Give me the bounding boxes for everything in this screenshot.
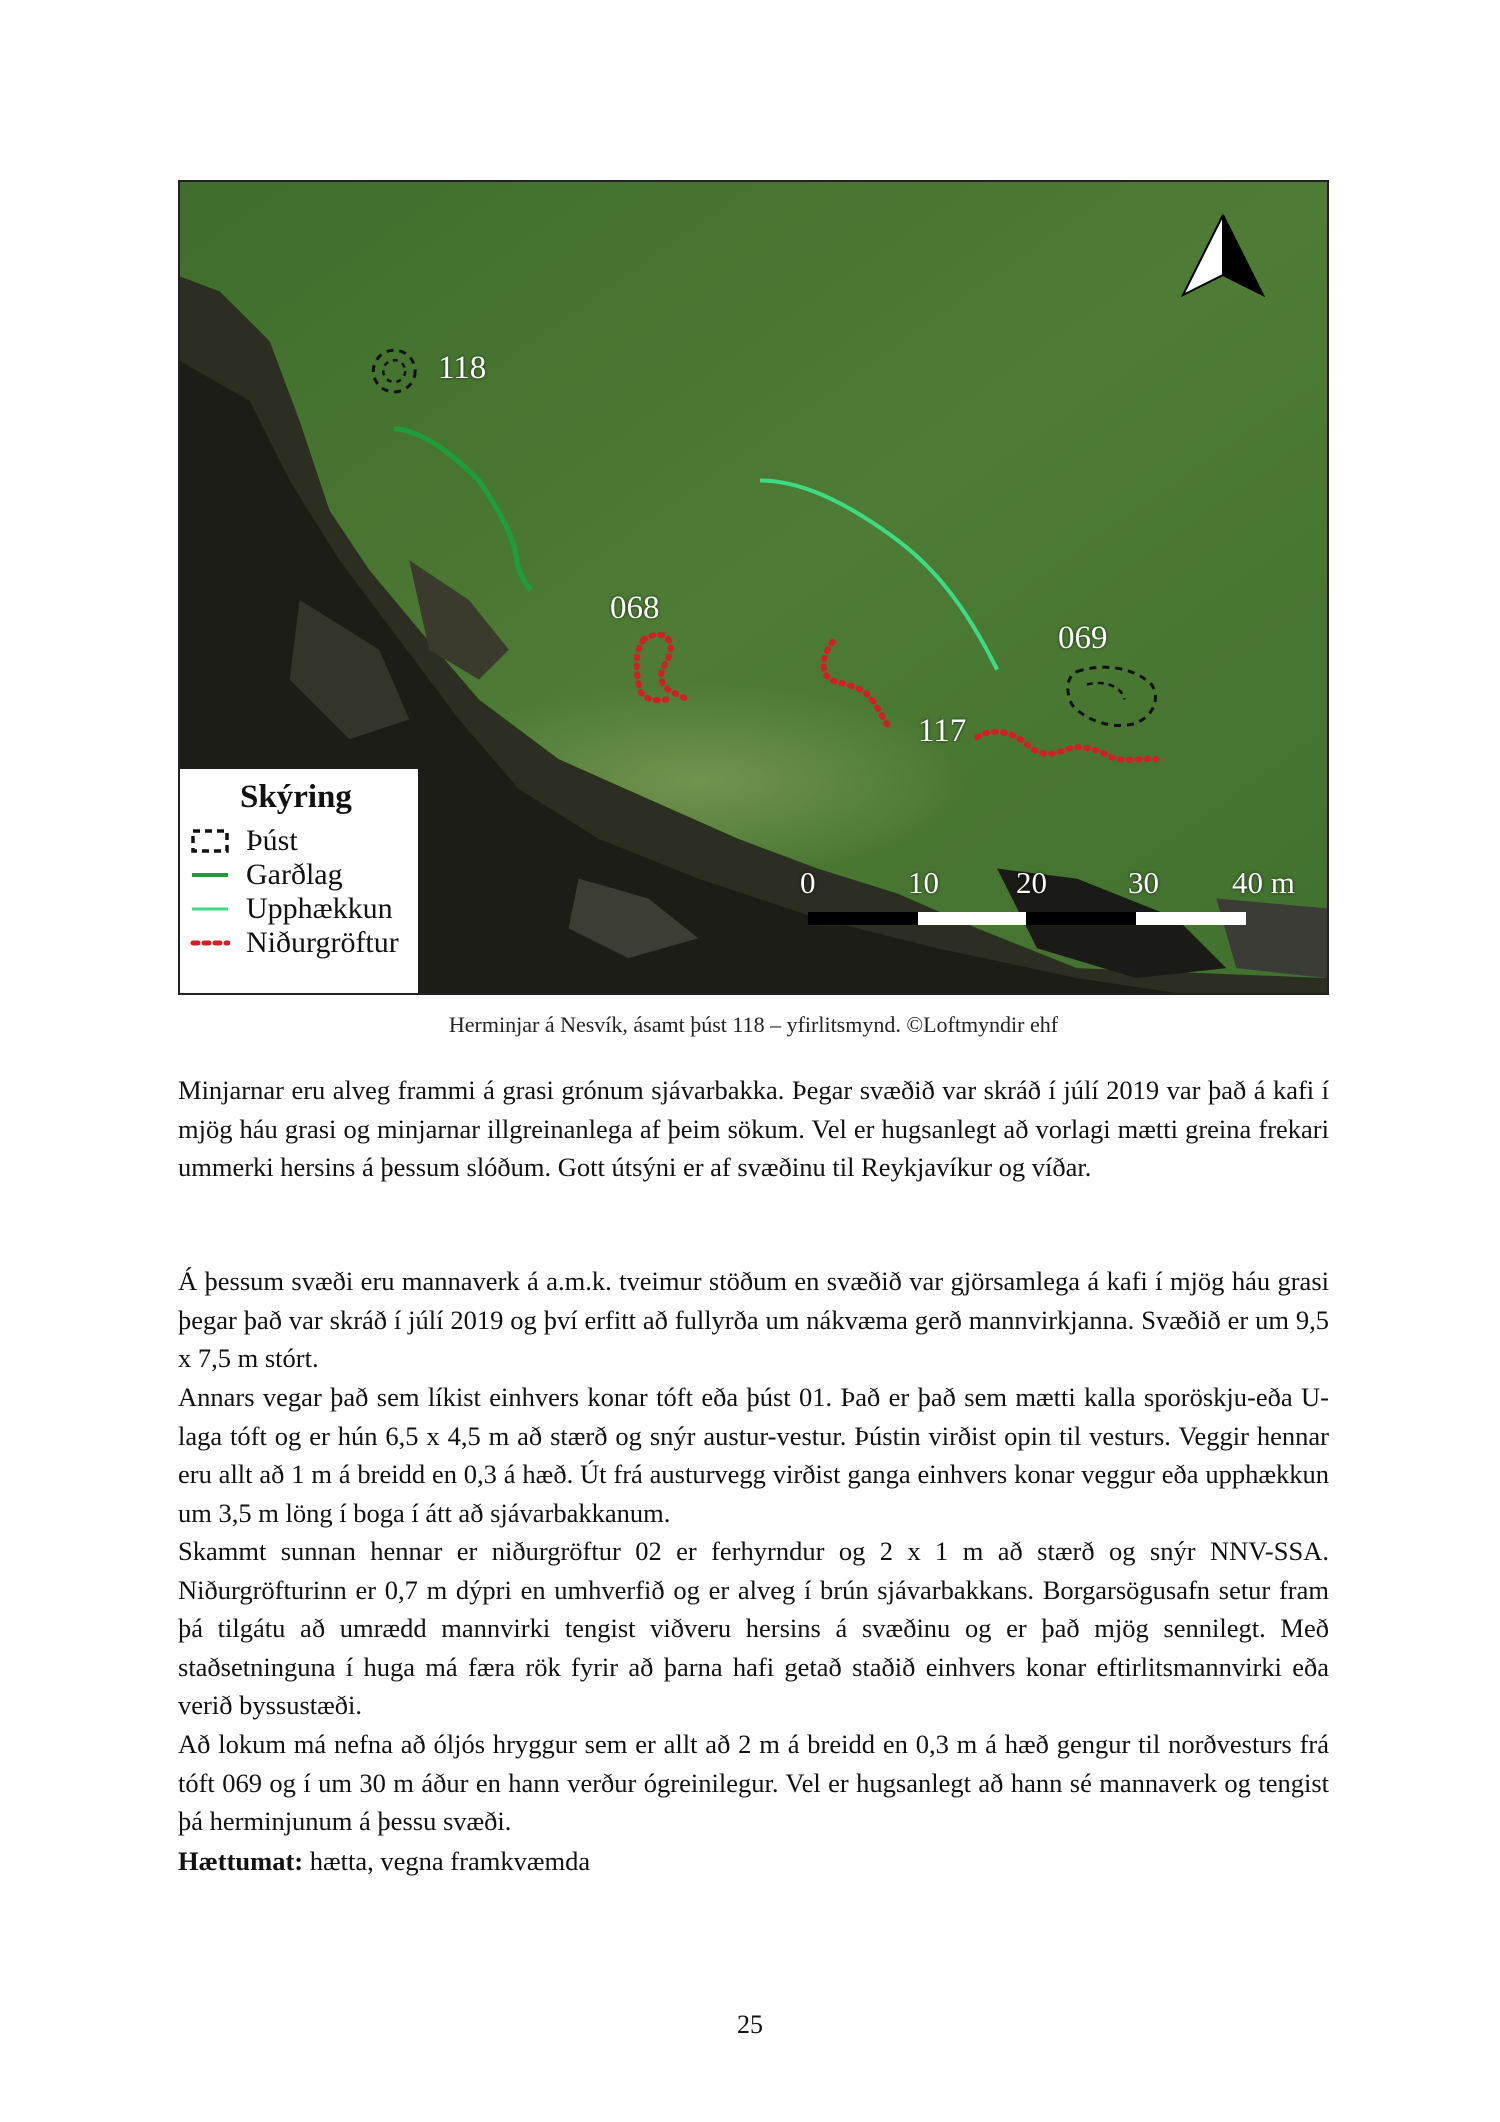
scale-segment bbox=[1026, 912, 1136, 925]
paragraph-3: Annars vegar það sem líkist einhvers konar tóft eða þúst 01. Það er það sem mætti kalla sporöskju-eða U-laga tóft og er hún 6,5 x 4,5 m að stærð og snýr austur-vestur. Þústin virðist opin til vesturs. Veggir hennar eru allt að 1 m á breidd en 0,3 á hæð. Út frá austurvegg virðist ganga einhvers konar veggur eða upphækkun um 3,5 m löng í boga í átt að sjávarbakkanum. bbox=[178, 1382, 1329, 1528]
line-dark-green-icon bbox=[190, 858, 240, 892]
scale-label-40: 40 m bbox=[1232, 865, 1295, 900]
legend-label: Þúst bbox=[246, 824, 298, 857]
risk-assessment bbox=[178, 1842, 590, 1880]
dashed-square-icon bbox=[190, 824, 240, 858]
north-arrow-icon bbox=[1178, 210, 1268, 300]
risk-label: Hættumat: bbox=[178, 1846, 304, 1876]
site-label-068: 068 bbox=[610, 590, 660, 626]
site-label-118: 118 bbox=[438, 350, 487, 386]
legend-label: Upphækkun bbox=[246, 892, 393, 925]
paragraph-2: Á þessum svæði eru mannaverk á a.m.k. tveimur stöðum en svæðið var gjörsamlega á kafi í mjög háu grasi þegar það var skráð í júlí 2019 og því erfitt að fullyrða um nákvæma gerð mannvirkjanna. Svæðið er um 9,5 x 7,5 m stórt. bbox=[178, 1266, 1329, 1373]
map-legend bbox=[180, 769, 418, 995]
scale-label-30: 30 bbox=[1128, 865, 1159, 900]
scale-segment bbox=[1136, 912, 1246, 925]
scale-label-10: 10 bbox=[908, 865, 939, 900]
site-label-069: 069 bbox=[1058, 620, 1108, 656]
legend-label: Garðlag bbox=[246, 858, 343, 891]
legend-title: Skýring bbox=[240, 779, 352, 815]
paragraph-5: Að lokum má nefna að óljós hryggur sem er allt að 2 m á breidd en 0,3 m á hæð gengur til norðvesturs frá tóft 069 og í um 30 m áður en hann verður ógreinilegur. Vel er hugsanlegt að hann sé mannaverk og tengist þá herminjunum á þessu svæði. bbox=[178, 1729, 1329, 1836]
paragraph-4: Skammt sunnan hennar er niðurgröftur 02 er ferhyrndur og 2 x 1 m að stærð og snýr NNV-SSA. Niðurgröfturinn er 0,7 m dýpri en umhverfið og er alveg í brún sjávarbakkans. Borgarsögusafn setur fram þá tilgátu að umrædd mannvirki tengist viðveru hersins á svæðinu og er það mjög sennilegt. Með staðsetninguna í huga má færa rök fyrir að þarna hafi getað staðið einhvers konar eftirlitsmannvirki eða verið byssustæði. bbox=[178, 1536, 1329, 1720]
risk-value: hætta, vegna framkvæmda bbox=[303, 1846, 591, 1876]
legend-item-nidurgroftur bbox=[190, 926, 418, 960]
line-light-green-icon bbox=[190, 892, 240, 926]
scale-segment bbox=[808, 912, 918, 925]
scale-label-20: 20 bbox=[1016, 865, 1047, 900]
legend-label: Niðurgröftur bbox=[246, 926, 399, 959]
aerial-map bbox=[178, 180, 1329, 995]
legend-item-gardlag bbox=[190, 858, 418, 892]
figure-caption: Herminjar á Nesvík, ásamt þúst 118 – yfirlitsmynd. ©Loftmyndir ehf bbox=[448, 1012, 1059, 1037]
page-number: 25 bbox=[737, 2010, 763, 2039]
legend-item-thust bbox=[190, 824, 418, 858]
legend-item-upphaekkun bbox=[190, 892, 418, 926]
dotted-red-line-icon bbox=[190, 926, 240, 960]
scale-segment bbox=[918, 912, 1026, 925]
site-label-117: 117 bbox=[918, 713, 967, 749]
paragraph-1: Minjarnar eru alveg frammi á grasi grónum sjávarbakka. Þegar svæðið var skráð í júlí 2019 var það á kafi í mjög háu grasi og minjarnar illgreinanlega af þeim sökum. Vel er hugsanlegt að vorlagi mætti greina frekari ummerki hersins á þessum slóðum. Gott útsýni er af svæðinu til Reykjavíkur og víðar. bbox=[178, 1075, 1329, 1182]
scale-label-0: 0 bbox=[800, 865, 816, 900]
scale-bar bbox=[800, 865, 1323, 945]
